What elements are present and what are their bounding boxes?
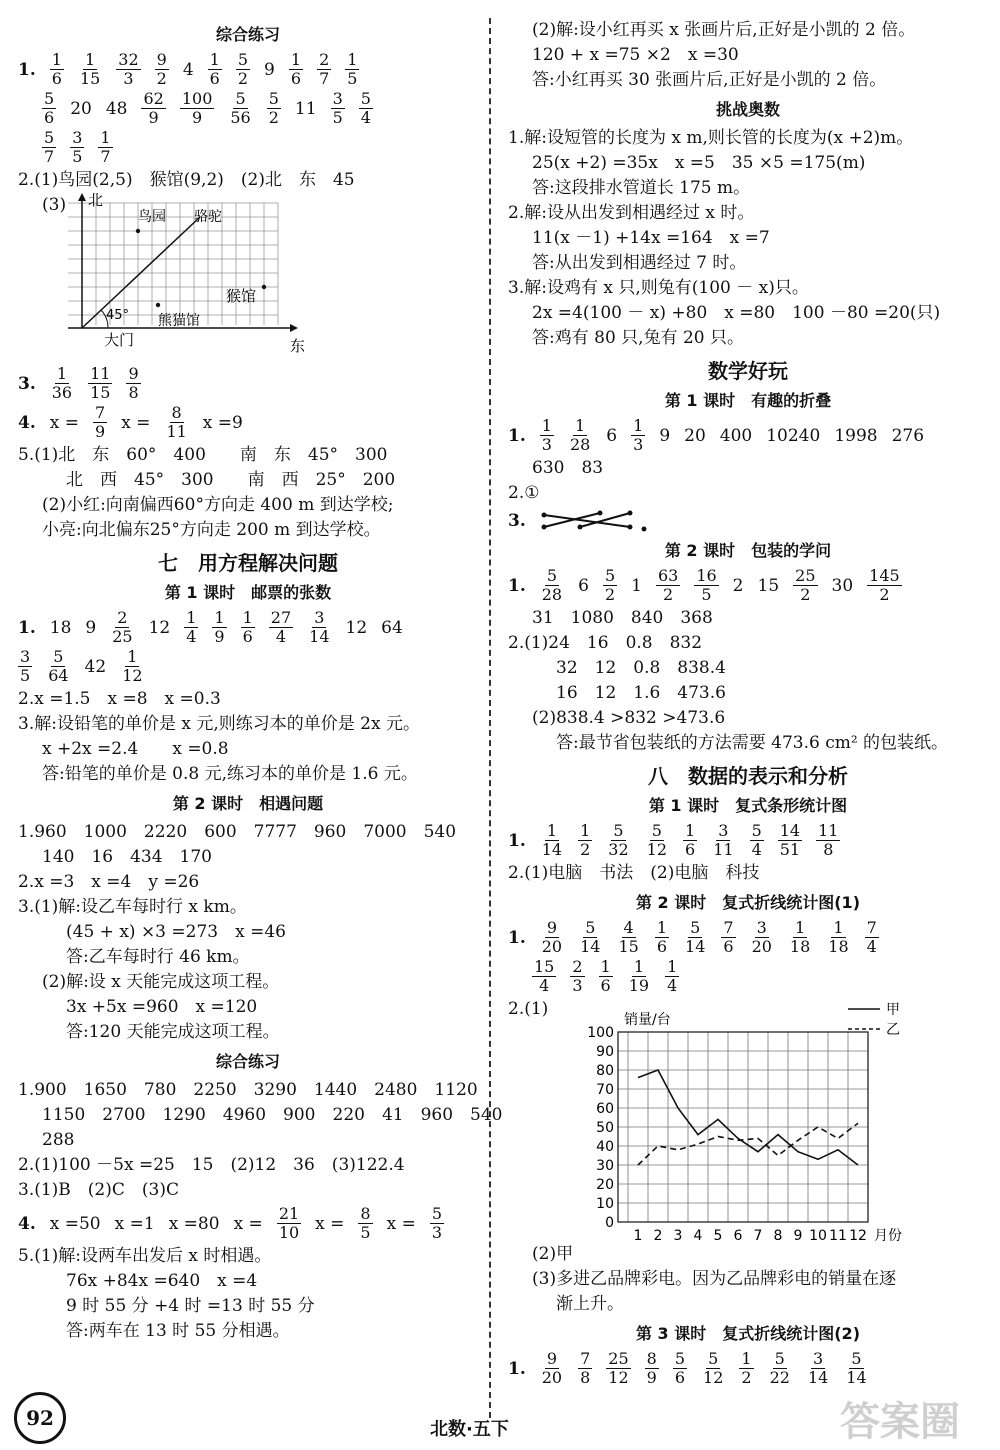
x-tick-label: 11 <box>829 1228 847 1242</box>
x-tick-label: 5 <box>713 1228 723 1242</box>
fraction: $\frac{1}{6}$ <box>209 50 220 88</box>
answer-line: 答:鸡有 80 只,兔有 20 只。 <box>532 328 745 348</box>
answer-row <box>508 822 988 859</box>
fraction: $\frac{1}{18}$ <box>828 918 849 956</box>
y-tick-label: 80 <box>596 1063 614 1079</box>
question-number: 1. <box>508 927 526 948</box>
section-title: 综合练习 <box>215 1052 280 1071</box>
fraction: $\frac{5}{32}$ <box>608 821 629 859</box>
expr: x = <box>386 1213 416 1234</box>
fold-figure <box>540 509 650 533</box>
answer-line: 3.(1)B (2)C (3)C <box>18 1180 179 1200</box>
expr: x =50 <box>49 1213 101 1234</box>
fraction: $\frac{5}{4}$ <box>751 821 762 859</box>
x-tick-label: 8 <box>773 1228 783 1242</box>
answer-line: 3x +5x =960 x =120 <box>66 997 258 1017</box>
x-tick-label: 3 <box>673 1228 683 1242</box>
fraction: $\frac{1}{28}$ <box>569 416 591 454</box>
answer-line: 答:乙车每时行 46 km。 <box>66 947 250 967</box>
fraction: $\frac{1}{7}$ <box>100 128 111 166</box>
fraction: $\frac{8}{9}$ <box>646 1349 657 1387</box>
legend-label: 乙 <box>886 1022 900 1038</box>
question-number: 1. <box>18 59 36 80</box>
expr: x = <box>233 1213 263 1234</box>
fraction: $\frac{5}{14}$ <box>580 918 601 956</box>
fraction: $\frac{5}{6}$ <box>44 89 55 127</box>
y-tick-label: 30 <box>596 1158 614 1174</box>
fraction: $\frac{5}{14}$ <box>846 1349 867 1387</box>
zoo-map <box>68 193 368 363</box>
page-number-badge: 92 <box>14 1392 66 1444</box>
answer-line: (3) <box>42 195 67 215</box>
bird-label: 鸟园 <box>138 209 166 225</box>
answer-row <box>18 90 478 127</box>
answer-value: 42 <box>84 656 107 677</box>
answer-value: 11 <box>294 98 317 119</box>
fraction: $\frac{1}{9}$ <box>214 608 225 646</box>
lesson-title: 第 1 课时 邮票的张数 <box>164 583 332 602</box>
lesson-title: 第 1 课时 复式条形统计图 <box>648 796 848 815</box>
answer-line: 答:铅笔的单价是 0.8 元,练习本的单价是 1.6 元。 <box>42 764 418 784</box>
fraction: $\frac{63}{2}$ <box>657 566 679 604</box>
answer-row <box>508 508 988 534</box>
path-line <box>82 217 200 328</box>
fraction: $\frac{5}{3}$ <box>431 1204 443 1242</box>
north-label: 北 <box>88 193 104 209</box>
lesson-title: 第 2 课时 相遇问题 <box>172 794 324 813</box>
question-number: 1. <box>18 617 36 638</box>
fraction: $\frac{32}{3}$ <box>118 50 139 88</box>
monkey-label: 猴馆 <box>226 287 257 305</box>
y-tick-label: 20 <box>596 1177 614 1193</box>
answer-line: 16 12 1.6 473.6 <box>556 683 726 703</box>
fraction: $\frac{1}{19}$ <box>628 957 650 995</box>
question-number: 4. <box>18 412 36 433</box>
chapter-title: 七 用方程解决问题 <box>158 551 338 575</box>
answer-value: 9 <box>264 59 275 80</box>
fraction: $\frac{1}{6}$ <box>685 821 696 859</box>
answer-line: 2.解:设从出发到相遇经过 x 时。 <box>508 203 755 223</box>
fraction: $\frac{1}{6}$ <box>656 918 668 956</box>
question-number: 1. <box>508 575 526 596</box>
fraction: $\frac{145}{2}$ <box>869 566 900 604</box>
fraction: $\frac{5}{56}$ <box>230 89 251 127</box>
fraction: $\frac{7}{8}$ <box>580 1349 591 1387</box>
answer-value: 15 <box>757 575 780 596</box>
fraction: $\frac{5}{12}$ <box>646 821 668 859</box>
fraction: $\frac{1}{2}$ <box>580 821 591 859</box>
expr: x = <box>315 1213 345 1234</box>
fraction: $\frac{1}{6}$ <box>51 50 62 88</box>
question-number: 3. <box>18 373 36 394</box>
answer-line: 630 83 <box>532 458 604 478</box>
fraction: $\frac{1}{14}$ <box>541 821 563 859</box>
north-arrow-icon <box>78 193 86 201</box>
fraction: $\frac{5}{14}$ <box>685 918 706 956</box>
fraction: $\frac{9}{2}$ <box>156 50 167 88</box>
answer-line: (45 + x) ×3 =273 x =46 <box>66 922 286 942</box>
answer-value: 400 <box>719 425 753 446</box>
answer-value: 9 <box>85 617 97 638</box>
answer-row <box>508 567 988 604</box>
right-column <box>508 18 988 1389</box>
x-tick-label: 4 <box>693 1228 703 1242</box>
fraction: $\frac{1}{4}$ <box>667 957 678 995</box>
x-tick-label: 7 <box>753 1228 763 1242</box>
expr: x = <box>121 412 151 433</box>
fraction: $\frac{25}{2}$ <box>795 566 816 604</box>
sales-chart-block <box>508 997 988 1242</box>
answer-row <box>18 648 478 685</box>
answer-line: 1.960 1000 2220 600 7777 960 7000 540 <box>18 822 457 842</box>
expr: x =9 <box>202 412 243 433</box>
angle-label: 45° <box>106 308 130 323</box>
legend-label: 甲 <box>886 1002 900 1018</box>
gate-label: 大门 <box>104 331 135 349</box>
answer-line: 11(x －1) +14x =164 x =7 <box>532 228 770 248</box>
fraction: $\frac{16}{5}$ <box>696 566 717 604</box>
map-grid <box>68 203 278 325</box>
answer-row <box>18 365 478 402</box>
answer-line: (3)多进乙品牌彩电。因为乙品牌彩电的销量在逐 <box>532 1269 897 1289</box>
fraction: $\frac{9}{8}$ <box>128 364 139 402</box>
sales-line-chart <box>548 997 968 1242</box>
answer-line: 渐上升。 <box>556 1294 624 1314</box>
answer-line: 3.(1)解:设乙车每时行 x km。 <box>18 897 247 917</box>
answer-line: 答:最节省包装纸的方法需要 473.6 cm² 的包装纸。 <box>556 733 949 753</box>
panda-label: 熊猫馆 <box>158 313 200 329</box>
answer-value: 1 <box>631 575 642 596</box>
answer-line: 9 时 55 分 +4 时 =13 时 55 分 <box>66 1296 315 1316</box>
fraction: $\frac{1}{2}$ <box>741 1349 752 1387</box>
answer-line: 2x =4(100 － x) +80 x =80 100 －80 =20(只) <box>532 303 941 323</box>
fraction: $\frac{11}{15}$ <box>90 364 111 402</box>
answer-line: 140 16 434 170 <box>42 847 212 867</box>
answer-line: (2)解:设 x 天能完成这项工程。 <box>42 972 280 992</box>
footer-text: 北数·五下 <box>430 1419 509 1440</box>
fraction: $\frac{9}{20}$ <box>541 918 563 956</box>
panda-point <box>156 303 160 307</box>
answer-line: 1.900 1650 780 2250 3290 1440 2480 1120 <box>18 1080 478 1100</box>
answer-value: 2 <box>732 575 744 596</box>
answer-value: 64 <box>381 617 403 638</box>
x-tick-label: 6 <box>733 1228 743 1242</box>
answer-line: 北 西 45° 300 南 西 25° 200 <box>66 470 396 490</box>
answer-row <box>18 404 478 441</box>
fraction: $\frac{2}{7}$ <box>319 50 330 88</box>
answer-value: 48 <box>105 98 128 119</box>
question-number: 3. <box>508 511 526 531</box>
answer-value: 10240 <box>766 425 821 446</box>
expr: x =1 <box>114 1213 155 1234</box>
fraction: $\frac{100}{9}$ <box>181 89 213 127</box>
answer-line: 25(x +2) =35x x =5 35 ×5 =175(m) <box>532 153 866 173</box>
answer-line: 1.解:设短管的长度为 x m,则长管的长度为(x +2)m。 <box>508 128 914 148</box>
fraction: $\frac{5}{2}$ <box>268 89 279 127</box>
lesson-title: 第 3 课时 复式折线统计图(2) <box>635 1324 861 1343</box>
x-tick-label: 9 <box>793 1228 803 1242</box>
fraction: $\frac{1}{15}$ <box>79 50 101 88</box>
answer-line: (2)甲 <box>532 1244 574 1264</box>
answer-value: 20 <box>684 425 706 446</box>
left-column <box>18 18 503 1344</box>
expr: x = <box>49 412 79 433</box>
answer-line: 32 12 0.8 838.4 <box>556 658 726 678</box>
fraction: $\frac{1}{4}$ <box>186 608 197 646</box>
answer-row <box>18 51 478 88</box>
fraction: $\frac{5}{6}$ <box>674 1349 686 1387</box>
x-tick-label: 10 <box>809 1228 827 1242</box>
fraction: $\frac{7}{6}$ <box>723 918 734 956</box>
question-number: 1. <box>508 425 526 446</box>
fraction: $\frac{5}{12}$ <box>703 1349 724 1387</box>
answer-row <box>508 958 988 995</box>
y-tick-label: 90 <box>596 1044 614 1060</box>
answer-value: 1998 <box>834 425 878 446</box>
fraction: $\frac{27}{4}$ <box>270 608 292 646</box>
answer-line: 5.(1)解:设两车出发后 x 时相遇。 <box>18 1246 272 1266</box>
answer-line: 1150 2700 1290 4960 900 220 41 960 540 <box>42 1105 503 1125</box>
fraction: $\frac{3}{14}$ <box>309 608 330 646</box>
fraction: $\frac{1}{5}$ <box>347 50 358 88</box>
expr: x =80 <box>168 1213 220 1234</box>
answer-line: (2)838.4 >832 >473.6 <box>532 708 726 728</box>
answer-line: 答:小红再买 30 张画片后,正好是小凯的 2 倍。 <box>532 70 887 90</box>
answer-line: 2.x =3 x =4 y =26 <box>18 872 200 892</box>
answer-value: 6 <box>606 425 618 446</box>
fraction: $\frac{3}{5}$ <box>20 647 31 685</box>
y-axis-label: 销量/台 <box>624 1012 671 1028</box>
fraction: $\frac{2}{3}$ <box>572 957 583 995</box>
camel-label: 骆驼 <box>194 209 222 225</box>
answer-value: 276 <box>891 425 925 446</box>
answer-value: 20 <box>70 98 92 119</box>
fraction: $\frac{5}{2}$ <box>237 50 249 88</box>
answer-line: 3.解:设铅笔的单价是 x 元,则练习本的单价是 2x 元。 <box>18 714 420 734</box>
fraction: $\frac{5}{2}$ <box>604 566 616 604</box>
question-number: 1. <box>508 1358 526 1379</box>
fraction: $\frac{21}{10}$ <box>278 1204 300 1242</box>
answer-value: 6 <box>578 575 589 596</box>
answer-line: 小亮:向北偏东25°方向走 200 m 到达学校。 <box>42 520 381 540</box>
fraction: $\frac{62}{9}$ <box>143 89 164 127</box>
y-tick-label: 100 <box>587 1025 614 1041</box>
fraction: $\frac{5}{7}$ <box>44 128 55 166</box>
answer-line: 2.(1)24 16 0.8 832 <box>508 633 703 653</box>
answer-value: 9 <box>659 425 671 446</box>
answer-line: 2.x =1.5 x =8 x =0.3 <box>18 689 221 709</box>
fraction: $\frac{7}{9}$ <box>95 403 106 441</box>
fraction: $\frac{5}{28}$ <box>541 566 563 604</box>
fraction: $\frac{5}{4}$ <box>360 89 371 127</box>
y-tick-label: 0 <box>605 1215 614 1231</box>
answer-value: 18 <box>49 617 72 638</box>
question-number: 1. <box>508 830 526 851</box>
answer-line: 3.解:设鸡有 x 只,则兔有(100 － x)只。 <box>508 278 809 298</box>
answer-row <box>18 129 478 166</box>
fraction: $\frac{1}{6}$ <box>242 608 253 646</box>
answer-row <box>508 919 988 956</box>
answer-line: 2.(1)鸟园(2,5) 猴馆(9,2) (2)北 东 45 <box>18 170 355 190</box>
chapter-title: 数学好玩 <box>708 359 788 383</box>
answer-row <box>18 1205 478 1242</box>
answer-line: 2.(1)电脑 书法 (2)电脑 科技 <box>508 863 760 883</box>
fraction: $\frac{9}{20}$ <box>541 1349 563 1387</box>
fraction: $\frac{1}{6}$ <box>290 50 302 88</box>
answer-value: 12 <box>148 617 171 638</box>
x-axis-label: 月份 <box>874 1228 902 1242</box>
fraction: $\frac{3}{5}$ <box>332 89 343 127</box>
watermark: 答案圈 <box>840 1399 960 1445</box>
monkey-point <box>262 285 266 289</box>
fraction: $\frac{1}{6}$ <box>600 957 611 995</box>
answer-line: 2.① <box>508 483 540 503</box>
answer-row <box>508 1350 988 1387</box>
lesson-title: 第 2 课时 复式折线统计图(1) <box>635 893 861 912</box>
fraction: $\frac{8}{11}$ <box>166 403 187 441</box>
y-tick-label: 10 <box>596 1196 614 1212</box>
answer-line: 2.(1)100 －5x =25 15 (2)12 36 (3)122.4 <box>18 1155 405 1175</box>
answer-line: 答:从出发到相遇经过 7 时。 <box>532 253 747 273</box>
answer-line: 120 + x =75 ×2 x =30 <box>532 45 739 65</box>
answer-line: 答:两车在 13 时 55 分相遇。 <box>66 1321 290 1341</box>
answer-line: x +2x =2.4 x =0.8 <box>42 739 229 759</box>
map-figure <box>18 193 478 363</box>
answer-line: 2.(1) <box>508 999 549 1019</box>
x-tick-label: 2 <box>653 1228 663 1242</box>
fraction: $\frac{8}{5}$ <box>360 1204 371 1242</box>
east-label: 东 <box>290 337 306 355</box>
answer-line: (2)小红:向南偏西60°方向走 400 m 到达学校; <box>42 495 394 515</box>
chapter-title: 八 数据的表示和分析 <box>648 764 848 788</box>
fraction: $\frac{1}{3}$ <box>541 416 552 454</box>
fraction: $\frac{3}{14}$ <box>807 1349 829 1387</box>
y-tick-label: 60 <box>596 1101 614 1117</box>
answer-row <box>18 609 478 646</box>
fraction: $\frac{3}{5}$ <box>72 128 83 166</box>
fraction: $\frac{15}{4}$ <box>534 957 555 995</box>
answer-row <box>508 417 988 454</box>
question-number: 4. <box>18 1213 36 1234</box>
fraction: $\frac{14}{51}$ <box>779 821 801 859</box>
y-tick-label: 50 <box>596 1120 614 1136</box>
answer-value: 30 <box>831 575 854 596</box>
section-title: 综合练习 <box>215 25 280 44</box>
answer-line: 76x +84x =640 x =4 <box>66 1271 258 1291</box>
answer-line: 5.(1)北 东 60° 400 南 东 45° 300 <box>18 445 388 465</box>
fraction: $\frac{5}{22}$ <box>769 1349 790 1387</box>
answer-line: 答:这段排水管道长 175 m。 <box>532 178 751 198</box>
east-arrow-icon <box>290 324 298 332</box>
fraction: $\frac{11}{8}$ <box>818 821 839 859</box>
answer-line: 答:120 天能完成这项工程。 <box>66 1022 280 1042</box>
answer-line: (2)解:设小红再买 x 张画片后,正好是小凯的 2 倍。 <box>532 20 916 40</box>
fraction: $\frac{1}{36}$ <box>51 364 73 402</box>
fraction: $\frac{7}{4}$ <box>866 918 877 956</box>
y-tick-label: 70 <box>596 1082 614 1098</box>
x-tick-label: 12 <box>849 1228 867 1242</box>
fraction: $\frac{25}{12}$ <box>608 1349 629 1387</box>
fraction: $\frac{1}{18}$ <box>789 918 811 956</box>
section-title: 挑战奥数 <box>715 100 780 119</box>
fraction: $\frac{2}{25}$ <box>112 608 133 646</box>
fraction: $\frac{3}{20}$ <box>751 918 772 956</box>
bird-point <box>136 229 140 233</box>
lesson-title: 第 2 课时 包装的学问 <box>664 541 832 560</box>
answer-value: 4 <box>182 59 194 80</box>
x-tick-label: 1 <box>633 1228 643 1242</box>
answer-line: 31 1080 840 368 <box>532 608 713 628</box>
fraction: $\frac{3}{11}$ <box>713 821 734 859</box>
fraction: $\frac{1}{12}$ <box>122 647 143 685</box>
fraction: $\frac{4}{15}$ <box>618 918 639 956</box>
answer-line: 288 <box>42 1130 75 1150</box>
fraction: $\frac{1}{3}$ <box>633 416 644 454</box>
answer-value: 12 <box>345 617 368 638</box>
lesson-title: 第 1 课时 有趣的折叠 <box>664 391 832 410</box>
y-tick-label: 40 <box>596 1139 614 1155</box>
fraction: $\frac{5}{64}$ <box>48 647 69 685</box>
column-divider <box>489 18 491 1418</box>
